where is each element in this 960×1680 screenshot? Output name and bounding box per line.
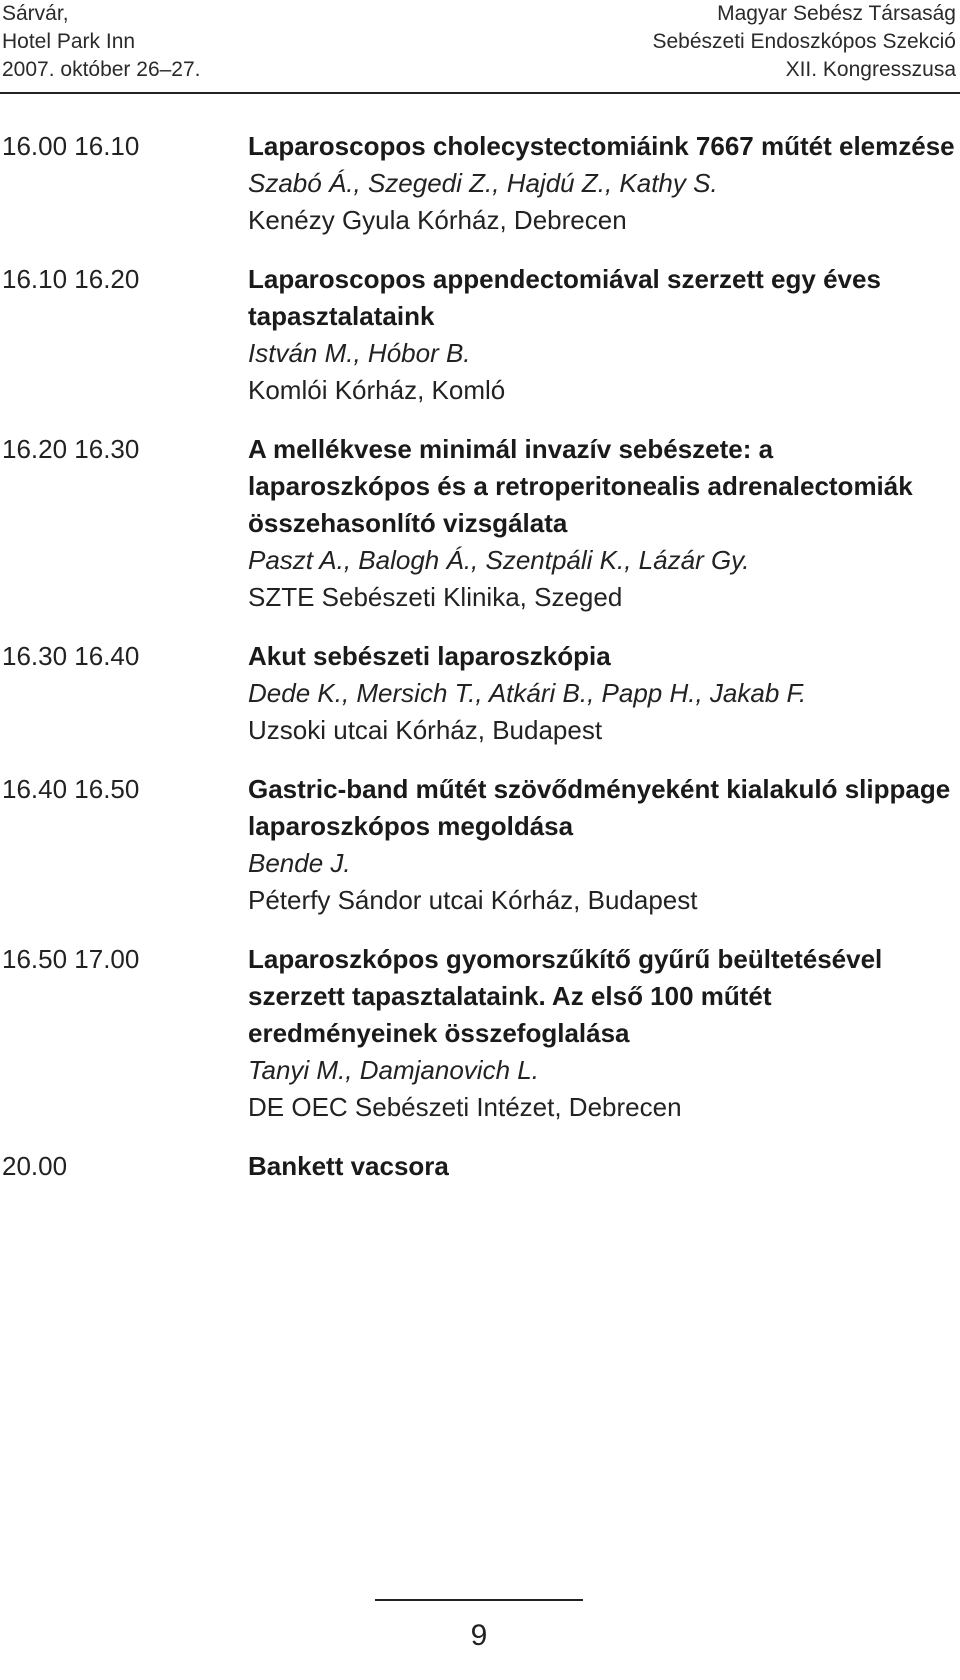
entry-institution: Kenézy Gyula Kórház, Debrecen <box>248 205 627 235</box>
entry-title: Gastric-band műtét szövődményeként kialakuló slippage laparoszkópos megoldása <box>248 774 951 841</box>
schedule-entry <box>0 128 960 239</box>
entry-authors: Szabó Á., Szegedi Z., Hajdú Z., Kathy S. <box>248 168 718 198</box>
header-divider <box>0 92 960 94</box>
entry-title: Bankett vacsora <box>248 1151 449 1181</box>
entry-content <box>248 1148 960 1185</box>
entry-title: Akut sebészeti laparoszkópia <box>248 641 611 671</box>
entry-content <box>248 128 960 239</box>
entry-institution: DE OEC Sebészeti Intézet, Debrecen <box>248 1092 682 1122</box>
header-organizer-congress: XII. Kongresszusa <box>785 58 956 81</box>
header-organizer <box>652 0 956 84</box>
header-organizer-society: Magyar Sebész Társaság <box>717 2 956 25</box>
entry-authors: Tanyi M., Damjanovich L. <box>248 1055 539 1085</box>
entry-title: A mellékvese minimál invazív sebészete: a laparoszkópos és a retroperitonealis adrenalectomiák összehasonlító vizsgálata <box>248 434 913 538</box>
entry-institution: Komlói Kórház, Komló <box>248 375 506 405</box>
header-organizer-section: Sebészeti Endoszkópos Szekció <box>652 30 956 53</box>
entry-institution: SZTE Sebészeti Klinika, Szeged <box>248 582 623 612</box>
entry-content <box>248 431 960 616</box>
entry-time: 20.00 <box>2 1151 68 1181</box>
entry-time: 16.20 16.30 <box>2 434 140 464</box>
entry-time: 16.50 17.00 <box>2 944 140 974</box>
page-number: 9 <box>470 1619 488 1652</box>
entry-content <box>248 941 960 1126</box>
entry-time: 16.00 16.10 <box>2 131 140 161</box>
entry-authors: Dede K., Mersich T., Atkári B., Papp H., Jakab F. <box>248 678 807 708</box>
entry-authors: István M., Hóbor B. <box>248 338 471 368</box>
header-venue <box>2 0 201 84</box>
entry-time: 16.40 16.50 <box>2 774 140 804</box>
schedule-entry <box>0 431 960 616</box>
page-header <box>0 0 960 90</box>
program-schedule <box>0 128 960 1207</box>
entry-institution: Uzsoki utcai Kórház, Budapest <box>248 715 603 745</box>
entry-content <box>248 771 960 919</box>
entry-content <box>248 638 960 749</box>
header-venue-city: Sárvár, <box>2 2 69 25</box>
header-venue-date: 2007. október 26–27. <box>2 58 201 81</box>
entry-title: Laparoscopos appendectomiával szerzett egy éves tapasztalataink <box>248 264 881 331</box>
entry-content <box>248 261 960 409</box>
entry-time: 16.30 16.40 <box>2 641 140 671</box>
header-venue-hotel: Hotel Park Inn <box>2 30 136 53</box>
entry-authors: Bende J. <box>248 848 351 878</box>
entry-time: 16.10 16.20 <box>2 264 140 294</box>
entry-institution: Péterfy Sándor utcai Kórház, Budapest <box>248 885 698 915</box>
schedule-entry <box>0 941 960 1126</box>
footer-divider <box>375 1599 583 1601</box>
entry-title: Laparoszkópos gyomorszűkítő gyűrű beültetésével szerzett tapasztalataink. Az első 100 műtét eredményeinek összefoglalása <box>248 944 883 1048</box>
schedule-entry <box>0 1148 960 1185</box>
entry-authors: Paszt A., Balogh Á., Szentpáli K., Lázár Gy. <box>248 545 750 575</box>
schedule-entry <box>0 638 960 749</box>
schedule-entry <box>0 261 960 409</box>
entry-title: Laparoscopos cholecystectomiáink 7667 műtét elemzése <box>248 131 955 161</box>
schedule-entry <box>0 771 960 919</box>
